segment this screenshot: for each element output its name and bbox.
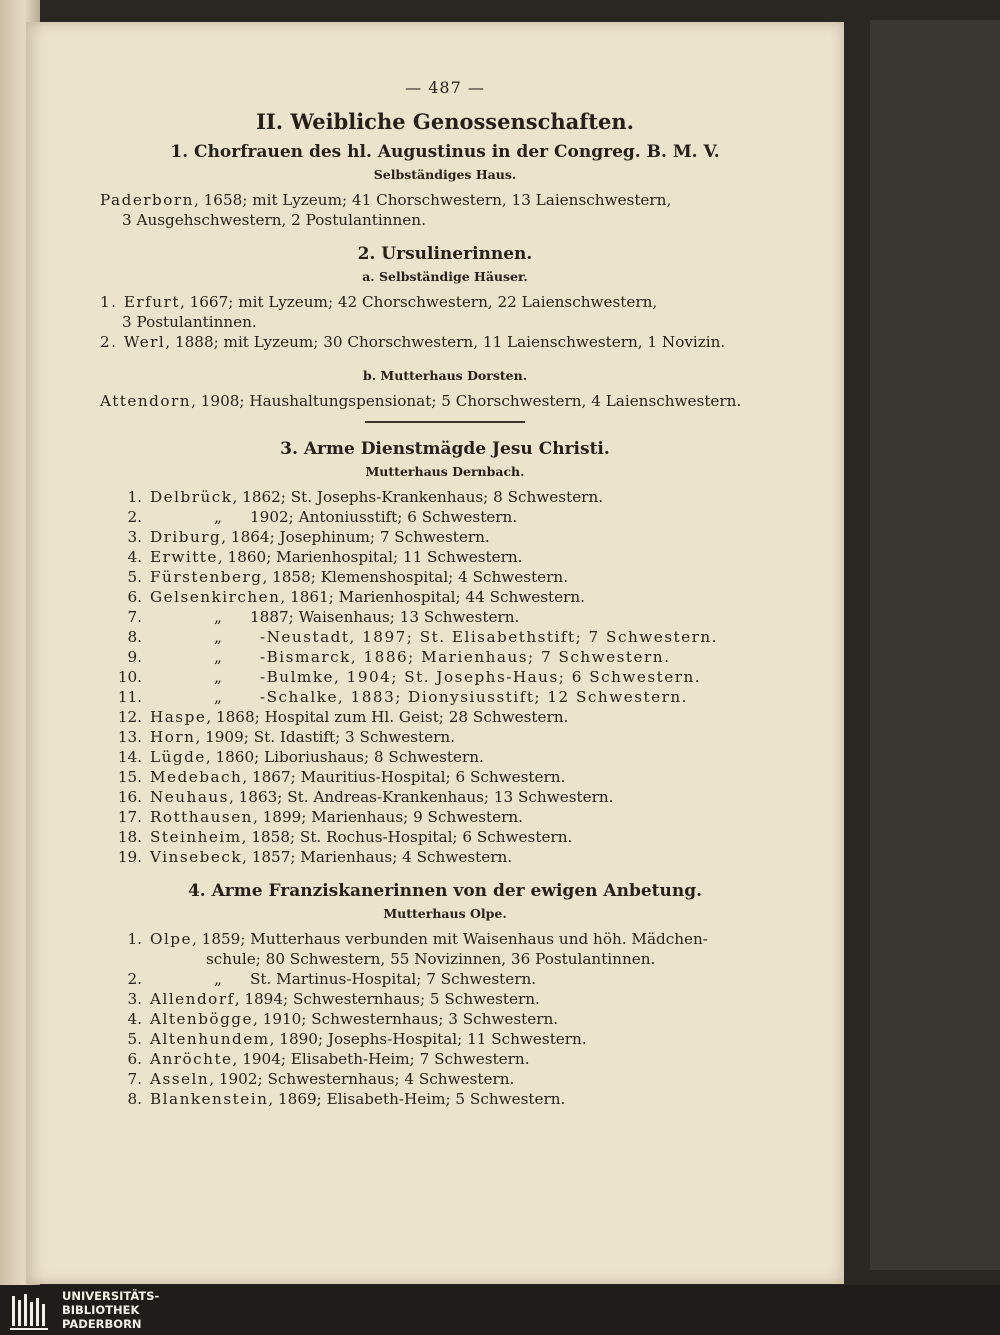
item-number: 8.: [127, 1090, 142, 1108]
list-item: [108, 969, 708, 989]
item-number: 1.: [127, 488, 142, 506]
item-place: Lügde: [150, 748, 206, 766]
section-2-entry-1: [100, 292, 790, 332]
list-item: [108, 687, 718, 707]
item-detail: , 1863; St. Andreas-Krankenhaus; 13 Schwestern.: [228, 788, 614, 806]
section-4-list: [108, 929, 708, 1109]
list-item: [108, 707, 718, 727]
item-place: Altenhundem: [150, 1030, 270, 1048]
item-detail: 1902; Antoniusstift; 6 Schwestern.: [250, 508, 518, 526]
item-place: Olpe: [150, 930, 193, 948]
item-text: [150, 627, 718, 647]
item-text: [150, 1049, 708, 1069]
item-detail: schule; 80 Schwestern, 55 Novizinnen, 36 Postulantinnen.: [206, 950, 656, 968]
section-3-list: [108, 487, 718, 867]
entry-place: 1. Erfurt: [100, 293, 180, 311]
item-place: Blankenstein: [150, 1090, 269, 1108]
item-place: Gelsenkirchen: [150, 588, 281, 606]
item-text: [150, 969, 708, 989]
item-detail: , 1864; Josephinum; 7 Schwestern.: [221, 528, 490, 546]
item-detail: -Neustadt, 1897; St. Elisabethstift; 7 Schwestern.: [260, 628, 718, 646]
item-place: Altenbögge: [150, 1010, 253, 1028]
item-number: 2.: [127, 508, 142, 526]
item-number: 19.: [117, 848, 142, 866]
list-item: [108, 929, 708, 949]
item-detail: St. Martinus-Hospital; 7 Schwestern.: [250, 970, 537, 988]
entry-place: 2. Werl: [100, 333, 166, 351]
item-place: „: [214, 608, 222, 626]
item-number: 17.: [117, 808, 142, 826]
list-item: [108, 487, 718, 507]
list-item: [108, 1049, 708, 1069]
item-number: 16.: [117, 788, 142, 806]
item-number: 4.: [127, 1010, 142, 1028]
item-number: 5.: [127, 568, 142, 586]
item-place: Driburg: [150, 528, 222, 546]
list-item: [108, 587, 718, 607]
item-number: 5.: [127, 1030, 142, 1048]
list-item: [108, 847, 718, 867]
section-3-heading: 3. Arme Dienstmägde Jesu Christi.: [280, 439, 610, 459]
entry-text: , 1908; Haushaltungspensionat; 5 Chorschwestern, 4 Laienschwestern.: [191, 392, 742, 410]
item-text: [150, 767, 718, 787]
item-detail: -Bulmke, 1904; St. Josephs-Haus; 6 Schwestern.: [260, 668, 702, 686]
item-text: [150, 687, 718, 707]
chapter-title: II. Weibliche Genossenschaften.: [256, 109, 634, 134]
library-logo: [8, 1290, 54, 1332]
item-text: [150, 507, 718, 527]
item-text: [150, 707, 718, 727]
list-item: [108, 1029, 708, 1049]
list-item: [108, 767, 718, 787]
item-detail: , 1910; Schwesternhaus; 3 Schwestern.: [253, 1010, 559, 1028]
item-place: Fürstenberg: [150, 568, 263, 586]
entry-text: , 1667; mit Lyzeum; 42 Chorschwestern, 22 Laienschwestern,: [179, 293, 658, 311]
section-2-entry-2: [100, 332, 790, 352]
item-detail: , 1857; Marienhaus; 4 Schwestern.: [242, 848, 513, 866]
item-place: „: [214, 668, 222, 686]
item-text: [150, 647, 718, 667]
item-place: Steinheim: [150, 828, 242, 846]
item-text: [150, 527, 718, 547]
item-text: [150, 827, 718, 847]
library-name-line-2: BIBLIOTHEK: [62, 1303, 140, 1317]
item-place: Asseln: [150, 1070, 210, 1088]
item-place: Rotthausen: [150, 808, 253, 826]
item-text: [150, 1009, 708, 1029]
item-detail: , 1867; Mauritius-Hospital; 6 Schwestern.: [242, 768, 566, 786]
entry-text: , 1888; mit Lyzeum; 30 Chorschwestern, 11 Laienschwestern, 1 Novizin.: [165, 333, 726, 351]
item-text: [150, 1069, 708, 1089]
item-detail: -Schalke, 1883; Dionysiusstift; 12 Schwestern.: [260, 688, 688, 706]
item-text: [150, 667, 718, 687]
entry-text-continued: 3 Postulantinnen.: [122, 313, 257, 331]
item-text: [150, 787, 718, 807]
item-number: 10.: [117, 668, 142, 686]
item-detail: -Bismarck, 1886; Marienhaus; 7 Schwestern.: [260, 648, 671, 666]
item-text: [150, 547, 718, 567]
list-item: [108, 989, 708, 1009]
item-detail: , 1904; Elisabeth-Heim; 7 Schwestern.: [232, 1050, 530, 1068]
entry-text: , 1658; mit Lyzeum; 41 Chorschwestern, 13 Laienschwestern,: [193, 191, 672, 209]
item-detail: , 1899; Marienhaus; 9 Schwestern.: [252, 808, 523, 826]
item-place: Delbrück: [150, 488, 233, 506]
item-number: 4.: [127, 548, 142, 566]
item-text: [150, 607, 718, 627]
item-text: [150, 587, 718, 607]
item-place: Allendorf: [150, 990, 235, 1008]
item-place: „: [214, 628, 222, 646]
page-content: [100, 78, 790, 1123]
section-4-heading: 4. Arme Franziskanerinnen von der ewigen Anbetung.: [187, 881, 703, 901]
section-1-heading: 1. Chorfrauen des hl. Augustinus in der Congreg. B. M. V.: [170, 142, 720, 162]
item-place: „: [214, 970, 222, 988]
entry-place: Paderborn: [100, 191, 194, 209]
list-item: [108, 727, 718, 747]
item-text: [150, 1029, 708, 1049]
page-number: — 487 —: [405, 78, 485, 97]
list-item: [108, 627, 718, 647]
section-divider: [365, 421, 525, 423]
list-item: [108, 1009, 708, 1029]
list-item: [108, 647, 718, 667]
list-item: [108, 807, 718, 827]
entry-text-continued: 3 Ausgehschwestern, 2 Postulantinnen.: [122, 211, 426, 229]
item-text: [150, 949, 708, 969]
item-detail: , 1862; St. Josephs-Krankenhaus; 8 Schwestern.: [232, 488, 604, 506]
item-detail: , 1894; Schwesternhaus; 5 Schwestern.: [234, 990, 540, 1008]
item-place: „: [214, 648, 222, 666]
list-item: [108, 1089, 708, 1109]
list-item: [108, 827, 718, 847]
section-1-subheading: Selbständiges Haus.: [373, 167, 517, 182]
list-item: [108, 507, 718, 527]
entry-place: Attendorn: [100, 392, 192, 410]
item-detail: , 1909; St. Idastift; 3 Schwestern.: [195, 728, 455, 746]
item-number: 6.: [127, 1050, 142, 1068]
item-number: 8.: [127, 628, 142, 646]
item-number: 11.: [117, 688, 142, 706]
list-item: [108, 747, 718, 767]
list-item: [108, 547, 718, 567]
item-place: Medebach: [150, 768, 243, 786]
item-detail: , 1902; Schwesternhaus; 4 Schwestern.: [209, 1070, 515, 1088]
book-page: [26, 22, 844, 1284]
section-2-heading: 2. Ursulinerinnen.: [357, 244, 533, 264]
section-2a-subheading: a. Selbständige Häuser.: [362, 269, 528, 284]
item-place: „: [214, 508, 222, 526]
item-number: 9.: [127, 648, 142, 666]
item-number: 14.: [117, 748, 142, 766]
item-number: 2.: [127, 970, 142, 988]
item-place: Haspe: [150, 708, 207, 726]
list-item: [108, 667, 718, 687]
item-detail: , 1869; Elisabeth-Heim; 5 Schwestern.: [268, 1090, 566, 1108]
item-text: [150, 847, 718, 867]
section-1-entry: [100, 190, 790, 230]
item-number: 15.: [117, 768, 142, 786]
item-place: Anröchte: [150, 1050, 233, 1068]
item-number: 18.: [117, 828, 142, 846]
section-2b-subheading: b. Mutterhaus Dorsten.: [362, 368, 528, 383]
item-place: Vinsebeck: [150, 848, 243, 866]
list-item: [108, 949, 708, 969]
list-item: [108, 1069, 708, 1089]
item-number: 6.: [127, 588, 142, 606]
item-place: „: [214, 688, 222, 706]
item-place: Horn: [150, 728, 196, 746]
item-detail: , 1860; Liboriushaus; 8 Schwestern.: [205, 748, 484, 766]
library-name-line-3: PADERBORN: [62, 1317, 142, 1331]
item-text: [150, 747, 718, 767]
item-detail: 1887; Waisenhaus; 13 Schwestern.: [250, 608, 520, 626]
item-detail: , 1859; Mutterhaus verbunden mit Waisenhaus und höh. Mädchen-: [192, 930, 708, 948]
list-item: [108, 567, 718, 587]
item-text: [150, 989, 708, 1009]
book-cover-edge: [870, 20, 1000, 1270]
item-text: [150, 567, 718, 587]
item-place: Erwitte: [150, 548, 218, 566]
item-number: 1.: [127, 930, 142, 948]
item-detail: , 1860; Marienhospital; 11 Schwestern.: [217, 548, 523, 566]
item-detail: , 1890; Josephs-Hospital; 11 Schwestern.: [269, 1030, 587, 1048]
item-detail: , 1861; Marienhospital; 44 Schwestern.: [280, 588, 586, 606]
item-text: [150, 727, 718, 747]
list-item: [108, 527, 718, 547]
item-number: 7.: [127, 1070, 142, 1088]
section-3-subheading: Mutterhaus Dernbach.: [365, 464, 525, 479]
item-place: Neuhaus: [150, 788, 229, 806]
item-number: 3.: [127, 528, 142, 546]
library-name-line-1: UNIVERSITÄTS-: [62, 1289, 160, 1303]
item-number: 13.: [117, 728, 142, 746]
item-detail: , 1858; Klemenshospital; 4 Schwestern.: [262, 568, 569, 586]
list-item: [108, 607, 718, 627]
item-text: [150, 929, 708, 949]
item-text: [150, 487, 718, 507]
list-item: [108, 787, 718, 807]
item-number: [108, 949, 150, 969]
item-number: 12.: [117, 708, 142, 726]
library-name: [62, 1289, 159, 1331]
section-2-entry-3: [100, 391, 790, 411]
section-4-subheading: Mutterhaus Olpe.: [383, 906, 507, 921]
item-detail: , 1868; Hospital zum Hl. Geist; 28 Schwestern.: [206, 708, 569, 726]
item-number: 7.: [127, 608, 142, 626]
item-text: [150, 807, 718, 827]
item-number: 3.: [127, 990, 142, 1008]
item-text: [150, 1089, 708, 1109]
item-detail: , 1858; St. Rochus-Hospital; 6 Schwestern.: [241, 828, 573, 846]
